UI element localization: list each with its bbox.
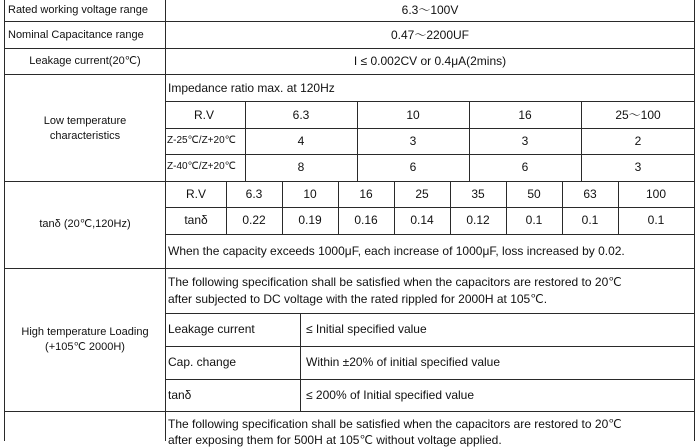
tan-delta-label: tanδ (20℃,120Hz) <box>39 218 131 230</box>
low-temp-label-line2: characteristics <box>49 130 121 142</box>
low-temp-row2-value: 6 <box>409 160 417 174</box>
tan-delta-value: 0.1 <box>525 213 543 227</box>
low-temp-row2-value: 8 <box>297 160 305 174</box>
leakage-label: Leakage current(20℃) <box>29 55 141 67</box>
low-temp-row1-value: 2 <box>634 134 642 148</box>
high-temp-item-name: Cap. change <box>168 355 237 369</box>
low-temp-col-rv: R.V <box>194 108 215 122</box>
high-temp-item-spec: ≤ 200% of Initial specified value <box>306 388 475 402</box>
low-temp-row2-value: 3 <box>634 160 642 174</box>
tan-delta-value: 0.1 <box>581 213 599 227</box>
tan-delta-tan-label: tanδ <box>184 213 208 227</box>
capacitance-value: 0.47～2200UF <box>390 28 470 42</box>
high-temp-label-line2: (+105℃ 2000H) <box>45 341 125 353</box>
high-temp-item-name: tanδ <box>168 388 192 402</box>
tan-delta-value: 0.14 <box>410 213 434 227</box>
tan-delta-value: 0.1 <box>647 213 665 227</box>
leakage-value: I ≤ 0.002CV or 0.4μA(2mins) <box>353 54 507 68</box>
tan-delta-value: 0.19 <box>298 213 322 227</box>
high-temp-label-line1: High temperature Loading <box>21 326 149 338</box>
low-temp-col-16v: 16 <box>518 108 532 122</box>
tan-delta-value: 0.12 <box>466 213 490 227</box>
low-temp-col-10v: 10 <box>406 108 420 122</box>
rated-voltage-label: Rated working voltage range <box>8 4 149 16</box>
tan-delta-voltage: 100 <box>645 187 667 201</box>
low-temp-label-line1: Low temperature <box>43 115 127 127</box>
tan-delta-voltage: 25 <box>415 187 429 201</box>
high-temp-intro-line2: after subjected to DC voltage with the rated rippled for 2000H at 105℃. <box>168 292 548 306</box>
low-temp-row1-label: Z-25℃/Z+20℃ <box>167 135 236 146</box>
low-temp-header: Impedance ratio max. at 120Hz <box>168 81 335 95</box>
high-temp-intro-line1: The following specification shall be satisfied when the capacitors are restored to 20℃ <box>168 275 622 289</box>
tan-delta-voltage: 10 <box>303 187 317 201</box>
shelf-intro-line2: after exposing them for 500H at 105℃ without voltage applied. <box>168 433 502 447</box>
tan-delta-voltage: 35 <box>471 187 485 201</box>
tan-delta-voltage: 50 <box>527 187 541 201</box>
rated-voltage-value: 6.3～100V <box>401 3 459 17</box>
low-temp-row2-label: Z-40℃/Z+20℃ <box>167 161 236 172</box>
tan-delta-note: When the capacity exceeds 1000μF, each increase of 1000μF, loss increased by 0.02. <box>168 244 625 258</box>
low-temp-row1-value: 3 <box>409 134 417 148</box>
tan-delta-voltage: 6.3 <box>245 187 263 201</box>
low-temp-row1-value: 4 <box>297 134 305 148</box>
tan-delta-rv-label: R.V <box>185 187 207 201</box>
tan-delta-value: 0.16 <box>354 213 378 227</box>
low-temp-label <box>10 114 160 144</box>
low-temp-col-25-100v: 25～100 <box>615 108 661 122</box>
low-temp-row1-value: 3 <box>521 134 529 148</box>
tan-delta-voltage: 63 <box>583 187 597 201</box>
high-temp-label <box>5 325 165 355</box>
low-temp-row2-value: 6 <box>521 160 529 174</box>
high-temp-item-spec: ≤ Initial specified value <box>306 322 427 336</box>
shelf-intro-line1: The following specification shall be satisfied when the capacitors are restored to 20℃ <box>168 417 622 431</box>
tan-delta-voltage: 16 <box>359 187 373 201</box>
high-temp-item-spec: Within ±20% of initial specified value <box>306 355 501 369</box>
low-temp-col-6v3: 6.3 <box>292 108 310 122</box>
high-temp-item-name: Leakage current <box>168 322 255 336</box>
tan-delta-value: 0.22 <box>242 213 266 227</box>
capacitance-label: Nominal Capacitance range <box>8 29 144 41</box>
